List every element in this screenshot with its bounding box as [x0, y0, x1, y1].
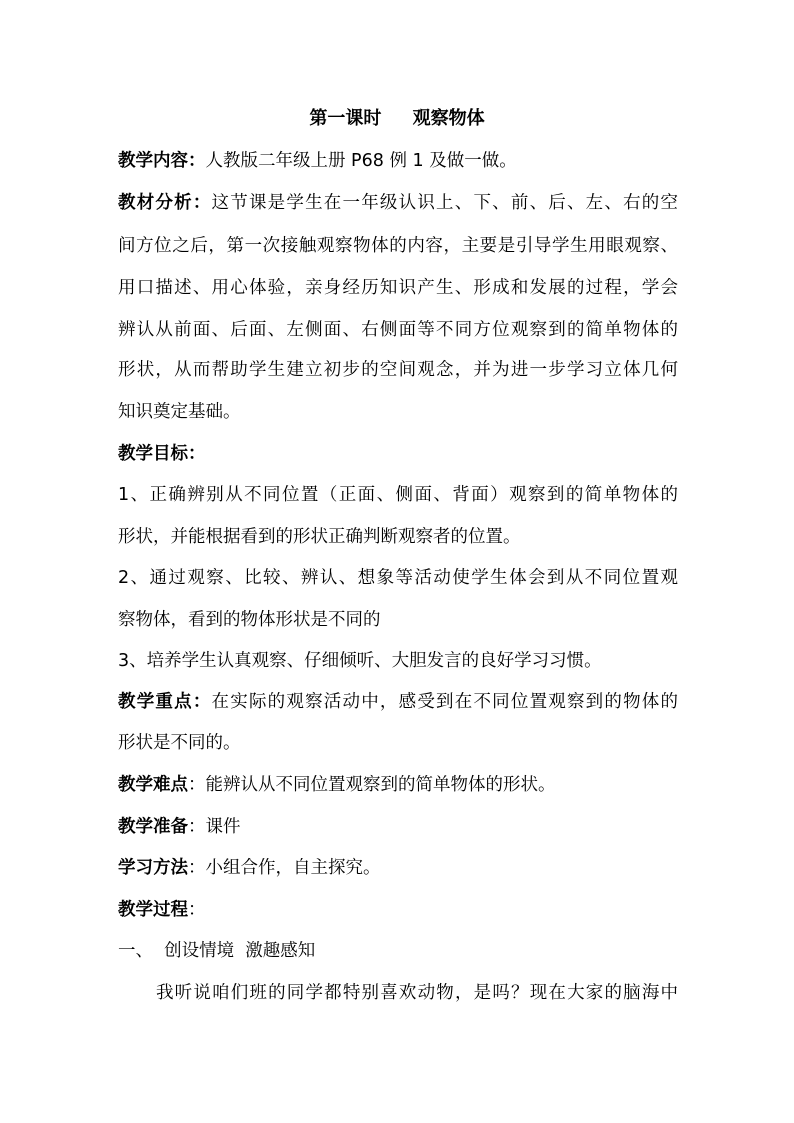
- preparation-text: ：课件: [188, 817, 241, 837]
- goal-line-3: 2、通过观察、比较、辨认、想象等活动使学生体会到从不同位置观: [118, 568, 678, 588]
- goal-line-4: 察物体，看到的物体形状是不同的: [118, 610, 381, 630]
- analysis-line-2: 间方位之后，第一次接触观察物体的内容，主要是引导学生用眼观察、: [118, 236, 678, 256]
- key-point-label: 教学重点：: [118, 692, 212, 712]
- process-line: [118, 896, 678, 924]
- preparation-line: [118, 813, 678, 841]
- section-one-heading: 一、 创设情境 激趣感知: [118, 941, 316, 961]
- content-text: 人教版二年级上册 P68 例 1 及做一做。: [205, 151, 517, 171]
- analysis-line-4: 辨认从前面、后面、左侧面、右侧面等不同方位观察到的简单物体的: [118, 320, 678, 340]
- goal-line-2: 形状，并能根据看到的形状正确判断观察者的位置。: [118, 527, 521, 547]
- difficulty-label: 教学难点: [118, 775, 188, 795]
- content-label: 教学内容：: [118, 151, 206, 171]
- analysis-line-1: [118, 189, 678, 217]
- difficulty-text: ：能辨认从不同位置观察到的简单物体的形状。: [188, 775, 556, 795]
- analysis-text-1: 这节课是学生在一年级认识上、下、前、后、左、右的空: [211, 193, 679, 213]
- content-line: [118, 147, 678, 175]
- section-one-paragraph: 我听说咱们班的同学都特别喜欢动物，是吗？现在大家的脑海中: [156, 983, 678, 1003]
- process-label: 教学过程: [118, 900, 188, 920]
- analysis-label: 教材分析：: [118, 193, 212, 213]
- difficulty-line: [118, 771, 678, 799]
- method-text: ：小组合作，自主探究。: [188, 858, 381, 878]
- preparation-label: 教学准备: [118, 817, 188, 837]
- process-text: ：: [188, 900, 206, 920]
- goals-label: 教学目标：: [118, 444, 206, 464]
- analysis-line-5: 形状，从而帮助学生建立初步的空间观念，并为进一步学习立体几何: [118, 360, 678, 380]
- key-point-text-1: 在实际的观察活动中，感受到在不同位置观察到的物体的: [211, 692, 679, 712]
- method-label: 学习方法: [118, 858, 188, 878]
- goal-line-1: 1、正确辨别从不同位置（正面、侧面、背面）观察到的简单物体的: [118, 485, 678, 505]
- goal-line-5: 3、培养学生认真观察、仔细倾听、大胆发言的良好学习习惯。: [118, 651, 602, 671]
- key-point-line-1: [118, 688, 678, 716]
- method-line: [118, 854, 678, 882]
- analysis-line-6: 知识奠定基础。: [118, 402, 241, 422]
- analysis-line-3: 用口描述、用心体验，亲身经历知识产生、形成和发展的过程，学会: [118, 278, 678, 298]
- page-title: 第一课时 观察物体: [309, 108, 485, 129]
- key-point-line-2: 形状是不同的。: [118, 733, 241, 753]
